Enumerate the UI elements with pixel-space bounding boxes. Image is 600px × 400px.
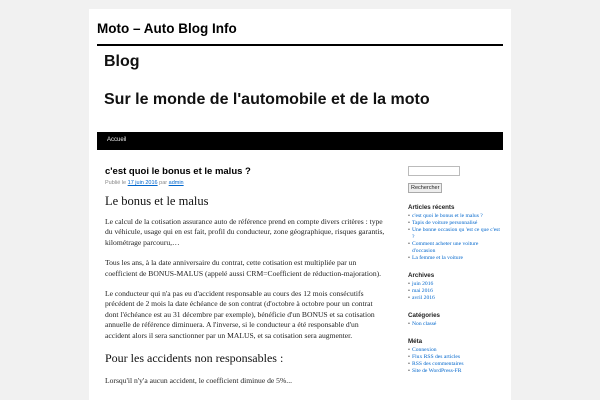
post-meta-by: par (159, 180, 168, 186)
list-item (408, 295, 503, 302)
archives-title: Archives (408, 272, 435, 279)
nav-item-home[interactable]: Accueil (107, 137, 127, 143)
post-paragraph: Lorsqu'il n'y'a aucun accident, le coefficient diminue de 5%... (105, 376, 292, 386)
main-nav (97, 132, 503, 150)
banner-title: Blog (104, 53, 140, 70)
recent-post-link[interactable]: c'est quoi le bonus et le malus ? (412, 213, 483, 219)
list-item (408, 281, 503, 288)
recent-post-link[interactable]: Une bonne occasion qu 'est ce que c'est ? (412, 227, 500, 240)
meta-link[interactable]: Site de WordPress-FR (412, 368, 462, 374)
list-item (408, 213, 503, 220)
meta-link[interactable]: Flux RSS des articles (412, 354, 461, 360)
post-meta (105, 180, 385, 186)
recent-post-link[interactable]: La femme et la voiture (412, 255, 463, 261)
list-item (408, 354, 503, 361)
list-item (408, 227, 503, 241)
list-item (408, 361, 503, 368)
meta-link[interactable]: RSS des commentaires (412, 361, 464, 367)
post-heading: Le bonus et le malus (105, 194, 209, 208)
recent-post-link[interactable]: Comment acheter une voiture d'occasion (412, 241, 479, 254)
post-author-link[interactable]: admin (168, 180, 184, 186)
post (105, 166, 385, 385)
list-item (408, 321, 503, 328)
list-item (408, 368, 503, 375)
sidebar (408, 166, 503, 375)
categories-title: Catégories (408, 312, 440, 319)
recent-post-link[interactable]: Tapis de voiture personnalisé (412, 220, 478, 226)
recent-posts-title: Articles récents (408, 204, 455, 211)
header-divider (97, 44, 503, 46)
banner-subtitle: Sur le monde de l'automobile et de la moto (104, 91, 430, 108)
page-wrapper (89, 9, 511, 400)
category-link[interactable]: Non classé (412, 321, 437, 327)
archive-link[interactable]: juin 2016 (412, 281, 434, 287)
site-title[interactable]: Moto – Auto Blog Info (97, 21, 237, 36)
post-paragraph: Tous les ans, à la date anniversaire du contrat, cette cotisation est multipliée par un coefficient de BONUS-MALUS (appelé aussi CRM=Coefficient de réduction-majoration). (105, 258, 382, 278)
archive-link[interactable]: avril 2016 (412, 295, 435, 301)
recent-posts-list (408, 213, 503, 262)
post-meta-prefix: Publié le (105, 180, 127, 186)
archives-list (408, 281, 503, 302)
search-input[interactable] (408, 166, 460, 176)
meta-title: Méta (408, 338, 423, 345)
post-subheading: Pour les accidents non responsables : (105, 351, 284, 366)
list-item (408, 220, 503, 227)
list-item (408, 347, 503, 354)
post-title[interactable]: c'est quoi le bonus et le malus ? (105, 166, 251, 177)
post-paragraph: Le conducteur qui n'a pas eu d'accident responsable au cours des 12 mois consécutifs précédent de 2 mois la date échéance de son contrat (d'octobre à octobre pour un contrat dont l'échéance est au 31 décembre par exemple), bénéficie d'un BONUS et sa cotisation annuelle de référence diminuera. A l'inverse, si le conducteur a été responsable d'un accident alors il sera sanctionner par un MALUS, et sa cotisation sera augmenter. (105, 289, 375, 340)
list-item (408, 241, 503, 255)
list-item (408, 288, 503, 295)
post-paragraph: Le calcul de la cotisation assurance auto de référence prend en compte divers critères : type du véhicule, usage qui en est fait, profil du conducteur, zone géographique, risques garantis, kilométrage parcouru,… (105, 217, 385, 247)
post-date-link[interactable]: 17 juin 2016 (127, 180, 158, 186)
search-button[interactable]: Rechercher (408, 183, 442, 193)
meta-list (408, 347, 503, 375)
list-item (408, 255, 503, 262)
archive-link[interactable]: mai 2016 (412, 288, 433, 294)
meta-link[interactable]: Connexion (412, 347, 437, 353)
categories-list (408, 321, 503, 328)
